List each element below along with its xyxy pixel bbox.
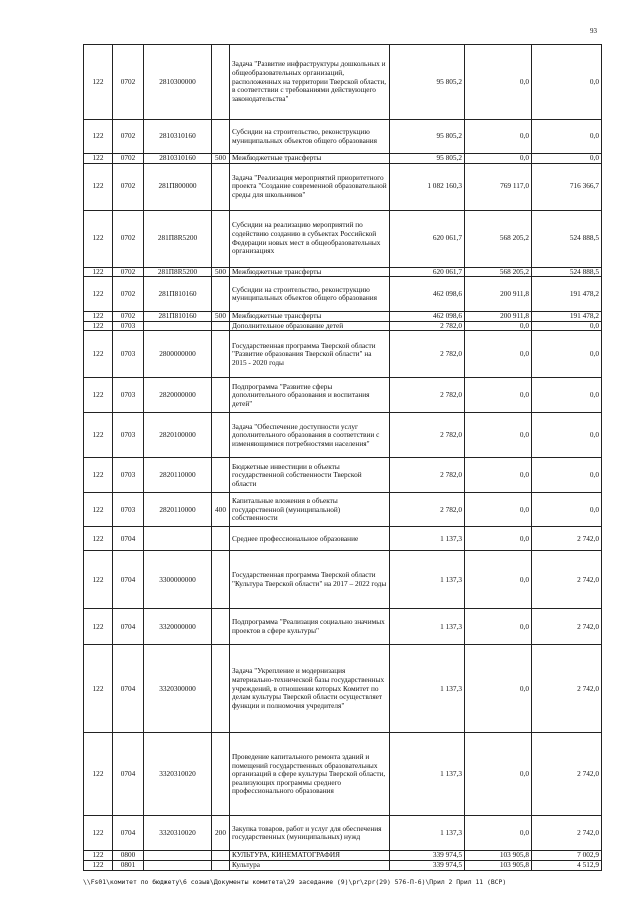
- cell-expense-type: [212, 527, 230, 551]
- cell-amount-3: 0,0: [532, 321, 602, 331]
- table-row: [84, 267, 602, 277]
- cell-name: Субсидии на строительство, реконструкцию муниципальных объектов общего образования: [230, 120, 390, 154]
- cell-target-article: [144, 851, 212, 861]
- cell-section: 0702: [113, 267, 144, 277]
- cell-target-article: 281П810160: [144, 277, 212, 312]
- cell-section: 0702: [113, 210, 144, 267]
- cell-gr: 122: [84, 645, 113, 733]
- cell-target-article: 2800000000: [144, 331, 212, 378]
- table-row: [84, 45, 602, 120]
- cell-name: Межбюджетные трансферты: [230, 154, 390, 164]
- cell-amount-3: 0,0: [532, 413, 602, 458]
- cell-amount-2: 0,0: [465, 331, 532, 378]
- cell-amount-3: 2 742,0: [532, 733, 602, 816]
- cell-gr: 122: [84, 277, 113, 312]
- cell-name: Проведение капитального ремонта зданий и помещений государственных образовательных организаций в сфере культуры Тверской области, реализующих программы среднего профессионального образования: [230, 733, 390, 816]
- cell-amount-2: 0,0: [465, 645, 532, 733]
- cell-name: Задача "Развитие инфраструктуры дошкольных и общеобразовательных организаций, расположенных на территории Тверской области, в соответствии с требованиями действующего законодательства": [230, 45, 390, 120]
- cell-section: 0704: [113, 527, 144, 551]
- cell-target-article: 281П810160: [144, 312, 212, 322]
- cell-expense-type: [212, 210, 230, 267]
- cell-section: 0800: [113, 851, 144, 861]
- cell-amount-2: 0,0: [465, 378, 532, 413]
- cell-expense-type: 500: [212, 312, 230, 322]
- cell-amount-1: 95 805,2: [390, 120, 465, 154]
- cell-gr: 122: [84, 154, 113, 164]
- cell-section: 0703: [113, 493, 144, 527]
- cell-section: 0703: [113, 321, 144, 331]
- cell-section: 0703: [113, 458, 144, 493]
- cell-amount-3: 2 742,0: [532, 645, 602, 733]
- cell-name: Культура: [230, 861, 390, 871]
- cell-gr: 122: [84, 493, 113, 527]
- cell-amount-2: 0,0: [465, 413, 532, 458]
- table-row: [84, 527, 602, 551]
- cell-amount-1: 1 137,3: [390, 733, 465, 816]
- cell-amount-1: 95 805,2: [390, 45, 465, 120]
- cell-amount-2: 0,0: [465, 120, 532, 154]
- cell-amount-1: 2 782,0: [390, 413, 465, 458]
- cell-expense-type: [212, 733, 230, 816]
- table-row: [84, 312, 602, 322]
- cell-section: 0704: [113, 645, 144, 733]
- cell-section: 0702: [113, 120, 144, 154]
- cell-expense-type: [212, 851, 230, 861]
- cell-gr: 122: [84, 312, 113, 322]
- cell-amount-3: 2 742,0: [532, 816, 602, 851]
- cell-name: Капитальные вложения в объекты государственной (муниципальной) собственности: [230, 493, 390, 527]
- cell-amount-1: 462 098,6: [390, 312, 465, 322]
- cell-target-article: 3320310020: [144, 733, 212, 816]
- cell-amount-1: 1 137,3: [390, 527, 465, 551]
- cell-gr: 122: [84, 210, 113, 267]
- cell-name: Подпрограмма "Развитие сферы дополнительного образования и воспитания детей": [230, 378, 390, 413]
- cell-section: 0704: [113, 551, 144, 609]
- cell-amount-3: 191 478,2: [532, 312, 602, 322]
- cell-expense-type: 400: [212, 493, 230, 527]
- cell-amount-1: 620 061,7: [390, 267, 465, 277]
- cell-amount-2: 0,0: [465, 816, 532, 851]
- cell-name: Субсидии на реализацию мероприятий по содействию созданию в субъектах Российской Федерации новых мест в общеобразовательных организациях: [230, 210, 390, 267]
- cell-amount-2: 0,0: [465, 321, 532, 331]
- cell-name: КУЛЬТУРА, КИНЕМАТОГРАФИЯ: [230, 851, 390, 861]
- cell-amount-1: 1 137,3: [390, 609, 465, 645]
- cell-gr: 122: [84, 321, 113, 331]
- cell-expense-type: 200: [212, 816, 230, 851]
- cell-expense-type: [212, 163, 230, 210]
- cell-section: 0703: [113, 331, 144, 378]
- cell-target-article: 2810310160: [144, 120, 212, 154]
- cell-name: Межбюджетные трансферты: [230, 267, 390, 277]
- table-row: [84, 551, 602, 609]
- cell-amount-3: 191 478,2: [532, 277, 602, 312]
- cell-expense-type: [212, 551, 230, 609]
- table-row: [84, 277, 602, 312]
- cell-target-article: 2810300000: [144, 45, 212, 120]
- cell-section: 0704: [113, 733, 144, 816]
- cell-section: 0702: [113, 163, 144, 210]
- cell-gr: 122: [84, 733, 113, 816]
- budget-table: [83, 44, 602, 871]
- cell-amount-2: 200 911,8: [465, 277, 532, 312]
- cell-amount-3: 524 888,5: [532, 267, 602, 277]
- cell-amount-2: 200 911,8: [465, 312, 532, 322]
- cell-name: Задача "Обеспечение доступности услуг дополнительного образования в соответствии с изменяющимися потребностями населения": [230, 413, 390, 458]
- cell-gr: 122: [84, 413, 113, 458]
- cell-name: Государственная программа Тверской области "Развитие образования Тверской области" на 2015 - 2020 годы: [230, 331, 390, 378]
- cell-target-article: 3320000000: [144, 609, 212, 645]
- cell-gr: 122: [84, 609, 113, 645]
- cell-amount-2: 0,0: [465, 45, 532, 120]
- cell-target-article: 281П8R5200: [144, 210, 212, 267]
- cell-expense-type: 500: [212, 154, 230, 164]
- cell-amount-2: 0,0: [465, 154, 532, 164]
- cell-gr: 122: [84, 331, 113, 378]
- cell-gr: 122: [84, 851, 113, 861]
- cell-expense-type: [212, 45, 230, 120]
- cell-name: Закупка товаров, работ и услуг для обеспечения государственных (муниципальных) нужд: [230, 816, 390, 851]
- cell-name: Дополнительное образование детей: [230, 321, 390, 331]
- cell-amount-2: 0,0: [465, 493, 532, 527]
- cell-amount-2: 103 905,8: [465, 851, 532, 861]
- table-row: [84, 210, 602, 267]
- cell-gr: 122: [84, 45, 113, 120]
- cell-target-article: 3300000000: [144, 551, 212, 609]
- cell-expense-type: [212, 609, 230, 645]
- cell-amount-1: 2 782,0: [390, 493, 465, 527]
- cell-amount-1: 95 805,2: [390, 154, 465, 164]
- cell-amount-2: 0,0: [465, 527, 532, 551]
- cell-amount-3: 2 742,0: [532, 527, 602, 551]
- cell-target-article: [144, 321, 212, 331]
- table-row: [84, 816, 602, 851]
- cell-name: Субсидии на строительство, реконструкцию муниципальных объектов общего образования: [230, 277, 390, 312]
- cell-expense-type: [212, 413, 230, 458]
- cell-gr: 122: [84, 378, 113, 413]
- cell-amount-1: 1 137,3: [390, 816, 465, 851]
- cell-amount-3: 0,0: [532, 458, 602, 493]
- cell-name: Задача "Укрепление и модернизация материально-технической базы государственных учреждений, в отношении которых Комитет по делам культуры Тверской области осуществляет функции и полномочия учредителя": [230, 645, 390, 733]
- cell-expense-type: [212, 321, 230, 331]
- cell-amount-2: 0,0: [465, 733, 532, 816]
- cell-amount-3: 0,0: [532, 154, 602, 164]
- cell-amount-3: 0,0: [532, 493, 602, 527]
- cell-name: Среднее профессиональное образование: [230, 527, 390, 551]
- table-row: [84, 120, 602, 154]
- cell-amount-1: 1 137,3: [390, 645, 465, 733]
- cell-amount-3: 0,0: [532, 120, 602, 154]
- cell-target-article: 2810310160: [144, 154, 212, 164]
- cell-amount-1: 1 137,3: [390, 551, 465, 609]
- cell-target-article: 2820000000: [144, 378, 212, 413]
- cell-amount-3: 7 002,9: [532, 851, 602, 861]
- table-row: [84, 609, 602, 645]
- table-row: [84, 413, 602, 458]
- cell-section: 0702: [113, 45, 144, 120]
- cell-name: Подпрограмма "Реализация социально значимых проектов в сфере культуры": [230, 609, 390, 645]
- cell-section: 0801: [113, 861, 144, 871]
- cell-amount-2: 0,0: [465, 609, 532, 645]
- cell-gr: 122: [84, 458, 113, 493]
- cell-section: 0703: [113, 378, 144, 413]
- table-row: [84, 861, 602, 871]
- cell-gr: 122: [84, 816, 113, 851]
- cell-amount-1: 620 061,7: [390, 210, 465, 267]
- cell-name: Межбюджетные трансферты: [230, 312, 390, 322]
- cell-target-article: 281П800000: [144, 163, 212, 210]
- cell-expense-type: [212, 861, 230, 871]
- cell-target-article: 2820100000: [144, 413, 212, 458]
- cell-amount-1: 2 782,0: [390, 458, 465, 493]
- page-number: 93: [590, 27, 597, 35]
- cell-section: 0702: [113, 312, 144, 322]
- table-row: [84, 331, 602, 378]
- cell-section: 0704: [113, 609, 144, 645]
- cell-amount-3: 524 888,5: [532, 210, 602, 267]
- cell-target-article: 2820110000: [144, 493, 212, 527]
- table-body: [84, 45, 602, 871]
- table-row: [84, 733, 602, 816]
- cell-amount-1: 462 098,6: [390, 277, 465, 312]
- cell-amount-2: 568 205,2: [465, 210, 532, 267]
- cell-amount-2: 568 205,2: [465, 267, 532, 277]
- file-path-footer: \\Fs01\комитет по бюджету\6 созыв\Документы комитета\29 заседание (9)\pr\zpr(29) 576-П-6)\Прил 2 Прил 11 (ВСР): [83, 878, 507, 886]
- cell-amount-1: 339 974,5: [390, 861, 465, 871]
- cell-section: 0704: [113, 816, 144, 851]
- cell-target-article: [144, 861, 212, 871]
- cell-target-article: 3320300000: [144, 645, 212, 733]
- cell-section: 0702: [113, 154, 144, 164]
- table-row: [84, 378, 602, 413]
- cell-name: Задача "Реализация мероприятий приоритетного проекта "Создание современной образовательной среды для школьников": [230, 163, 390, 210]
- cell-amount-3: 0,0: [532, 378, 602, 413]
- cell-expense-type: [212, 120, 230, 154]
- table-row: [84, 851, 602, 861]
- cell-target-article: [144, 527, 212, 551]
- cell-gr: 122: [84, 527, 113, 551]
- cell-expense-type: [212, 645, 230, 733]
- cell-target-article: 2820110000: [144, 458, 212, 493]
- cell-gr: 122: [84, 267, 113, 277]
- cell-amount-3: 0,0: [532, 45, 602, 120]
- cell-section: 0703: [113, 413, 144, 458]
- cell-amount-1: 2 782,0: [390, 378, 465, 413]
- cell-amount-1: 2 782,0: [390, 331, 465, 378]
- cell-name: Государственная программа Тверской области "Культура Тверской области" на 2017 – 2022 годы: [230, 551, 390, 609]
- cell-amount-2: 0,0: [465, 551, 532, 609]
- cell-name: Бюджетные инвестиции в объекты государственной собственности Тверской области: [230, 458, 390, 493]
- cell-gr: 122: [84, 163, 113, 210]
- table-row: [84, 163, 602, 210]
- cell-amount-3: 2 742,0: [532, 551, 602, 609]
- cell-amount-3: 0,0: [532, 331, 602, 378]
- cell-expense-type: 500: [212, 267, 230, 277]
- table-row: [84, 154, 602, 164]
- table-row: [84, 321, 602, 331]
- cell-amount-3: 716 366,7: [532, 163, 602, 210]
- cell-expense-type: [212, 331, 230, 378]
- cell-amount-1: 1 082 160,3: [390, 163, 465, 210]
- cell-expense-type: [212, 378, 230, 413]
- table-row: [84, 645, 602, 733]
- cell-expense-type: [212, 458, 230, 493]
- cell-amount-2: 103 905,8: [465, 861, 532, 871]
- cell-amount-1: 2 782,0: [390, 321, 465, 331]
- cell-gr: 122: [84, 861, 113, 871]
- cell-amount-3: 2 742,0: [532, 609, 602, 645]
- cell-amount-2: 0,0: [465, 458, 532, 493]
- cell-section: 0702: [113, 277, 144, 312]
- cell-amount-3: 4 512,9: [532, 861, 602, 871]
- cell-amount-2: 769 117,0: [465, 163, 532, 210]
- cell-target-article: 3320310020: [144, 816, 212, 851]
- cell-gr: 122: [84, 551, 113, 609]
- cell-amount-1: 339 974,5: [390, 851, 465, 861]
- cell-gr: 122: [84, 120, 113, 154]
- table-row: [84, 493, 602, 527]
- cell-expense-type: [212, 277, 230, 312]
- table-row: [84, 458, 602, 493]
- cell-target-article: 281П8R5200: [144, 267, 212, 277]
